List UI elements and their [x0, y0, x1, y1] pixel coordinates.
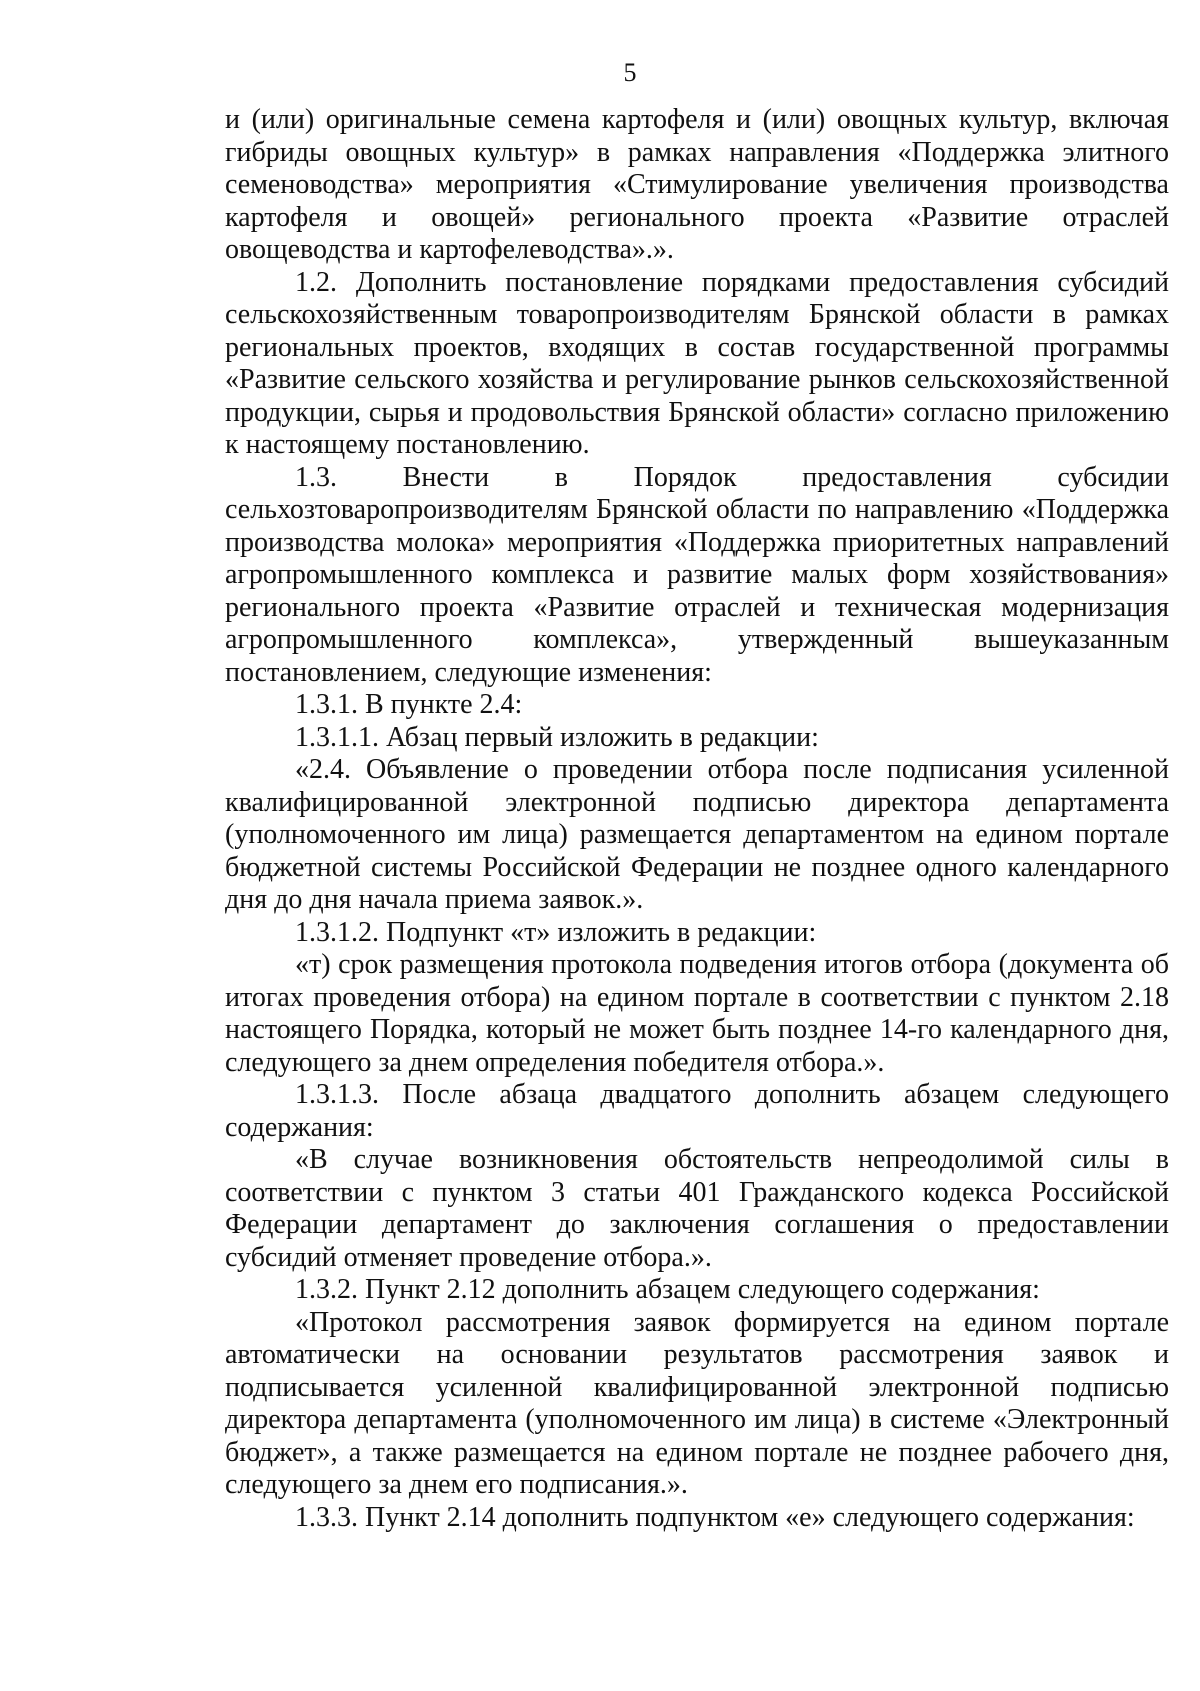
page-number: 5: [623, 58, 637, 87]
paragraph: «2.4. Объявление о проведении отбора после подписания усиленной квалифицированной электронной подписью директора департамента (уполномоченного им лица) размещается департаментом на едином портале бюджетной системы Российской Федерации не позднее одного календарного дня до дня начала приема заявок.».: [225, 754, 1169, 915]
paragraph: 1.3.1. В пункте 2.4:: [295, 689, 523, 720]
paragraph: «Протокол рассмотрения заявок формируется на едином портале автоматически на основании результатов рассмотрения заявок и подписывается усиленной квалифицированной электронной подписью директора департамента (уполномоченного им лица) в системе «Электронный бюджет», а также размещается на едином портале не позднее рабочего дня, следующего за днем его подписания.».: [225, 1306, 1169, 1500]
paragraph: 1.3.1.1. Абзац первый изложить в редакции:: [295, 721, 819, 753]
document-body: [225, 104, 1169, 1534]
paragraph: 1.3.1.2. Подпункт «т» изложить в редакции:: [295, 916, 817, 948]
paragraph: 1.3.3. Пункт 2.14 дополнить подпунктом «е» следующего содержания:: [295, 1501, 1135, 1533]
paragraph: 1.3.2. Пункт 2.12 дополнить абзацем следующего содержания:: [295, 1274, 1040, 1305]
paragraph: «В случае возникновения обстоятельств непреодолимой силы в соответствии с пунктом 3 статьи 401 Гражданского кодекса Российской Федерации департамент до заключения соглашения о предоставлении субсидий отменяет проведение отбора.».: [225, 1144, 1169, 1273]
paragraph: 1.2. Дополнить постановление порядками предоставления субсидий сельскохозяйственным товаропроизводителям Брянской области в рамках региональных проектов, входящих в состав государственной программы «Развитие сельского хозяйства и регулирование рынков сельскохозяйственной продукции, сырья и продовольствия Брянской области» согласно приложению к настоящему постановлению.: [225, 266, 1169, 460]
paragraph: и (или) оригинальные семена картофеля и (или) овощных культур, включая гибриды овощных культур» в рамках направления «Поддержка элитного семеноводства» мероприятия «Стимулирование увеличения производства картофеля и овощей» регионального проекта «Развитие отраслей овощеводства и картофелеводства».».: [225, 104, 1169, 265]
paragraph: 1.3. Внести в Порядок предоставления субсидии сельхозтоваропроизводителям Брянской области по направлению «Поддержка производства молока» мероприятия «Поддержка приоритетных направлений агропромышленного комплекса и развитие малых форм хозяйствования» регионального проекта «Развитие отраслей и техническая модернизация агропромышленного комплекса», утвержденный вышеуказанным постановлением, следующие изменения:: [225, 461, 1169, 688]
paragraph: «т) срок размещения протокола подведения итогов отбора (документа об итогах проведения отбора) на едином портале в соответствии с пунктом 2.18 настоящего Порядка, который не может быть позднее 14-го календарного дня, следующего за днем определения победителя отбора.».: [225, 949, 1169, 1078]
paragraph: 1.3.1.3. После абзаца двадцатого дополнить абзацем следующего содержания:: [225, 1079, 1169, 1143]
